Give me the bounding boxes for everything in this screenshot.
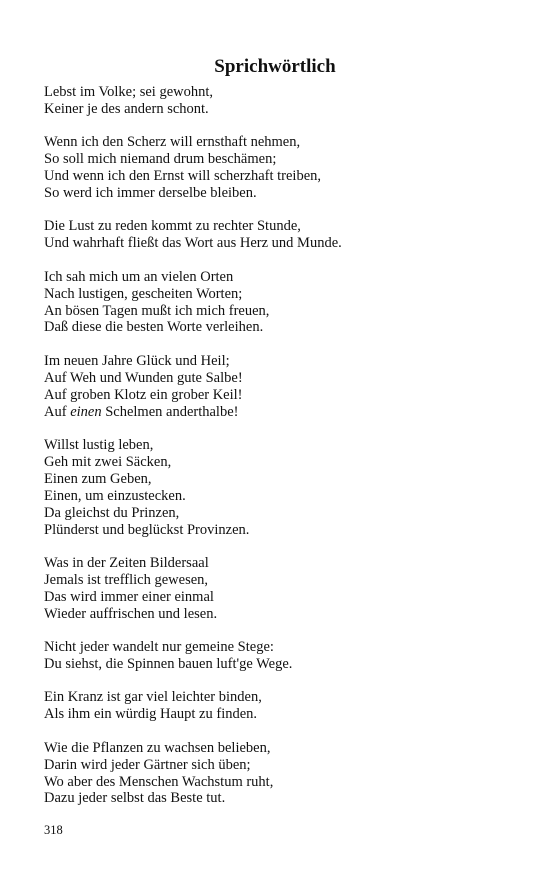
- stanza: [44, 639, 524, 673]
- page-number: 318: [44, 823, 63, 837]
- emphasized-word: einen: [70, 403, 102, 420]
- poem-line: Und wenn ich den Ernst will scherzhaft treiben,: [44, 168, 322, 185]
- poem-title: Sprichwörtlich: [214, 56, 336, 77]
- poem-line: Wo aber des Menschen Wachstum ruht,: [44, 773, 274, 790]
- poem-line: Wieder auffrischen und lesen.: [44, 605, 218, 622]
- poem-line: Ein Kranz ist gar viel leichter binden,: [44, 689, 262, 706]
- poem-line: Lebst im Volke; sei gewohnt,: [44, 84, 214, 100]
- poem-line: Einen zum Geben,: [44, 470, 152, 487]
- poem-line: Keiner je des andern schont.: [44, 100, 209, 117]
- stanza: [44, 437, 524, 538]
- poem-line: So werd ich immer derselbe bleiben.: [44, 185, 257, 202]
- poem-line: Nach lustigen, gescheiten Worten;: [44, 285, 243, 302]
- stanza: [44, 84, 524, 118]
- poem-line: Da gleichst du Prinzen,: [44, 504, 180, 521]
- poem-line: Auf Weh und Wunden gute Salbe!: [44, 369, 243, 386]
- poem-line: Nicht jeder wandelt nur gemeine Stege:: [44, 639, 274, 656]
- poem-line: Das wird immer einer einmal: [44, 588, 214, 605]
- stanza: [44, 689, 524, 723]
- poem-line: Plünderst und beglückst Provinzen.: [44, 521, 250, 538]
- stanza: [44, 555, 524, 623]
- poem-body: [44, 84, 524, 824]
- poem-line: Im neuen Jahre Glück und Heil;: [44, 352, 230, 369]
- stanza: [44, 218, 524, 252]
- poem-line: Darin wird jeder Gärtner sich üben;: [44, 756, 251, 773]
- poem-line: [44, 404, 524, 421]
- stanza: [44, 269, 524, 337]
- poem-line: Du siehst, die Spinnen bauen luft'ge Wege.: [44, 655, 293, 672]
- poem-line: Wie die Pflanzen zu wachsen belieben,: [44, 739, 271, 756]
- poem-line: Geh mit zwei Säcken,: [44, 453, 172, 470]
- poem-line: Was in der Zeiten Bildersaal: [44, 554, 209, 571]
- poem-line: Und wahrhaft fließt das Wort aus Herz und Munde.: [44, 235, 342, 252]
- stanza: [44, 740, 524, 808]
- poem-line: Daß diese die besten Worte verleihen.: [44, 319, 264, 336]
- poem-line: Dazu jeder selbst das Beste tut.: [44, 790, 226, 807]
- line-segment: Auf: [44, 403, 71, 420]
- poem-line: Einen, um einzustecken.: [44, 487, 186, 504]
- stanza: [44, 134, 524, 202]
- poem-line: Die Lust zu reden kommt zu rechter Stunde,: [44, 218, 301, 235]
- stanza: [44, 353, 524, 421]
- poem-line: So soll mich niemand drum beschämen;: [44, 151, 277, 168]
- poem-line: Auf groben Klotz ein grober Keil!: [44, 386, 243, 403]
- poem-line: Ich sah mich um an vielen Orten: [44, 268, 234, 285]
- line-segment: Schelmen anderthalbe!: [101, 403, 239, 420]
- poem-line: Jemals ist trefflich gewesen,: [44, 571, 209, 588]
- poem-line: An bösen Tagen mußt ich mich freuen,: [44, 302, 270, 319]
- poem-line: Wenn ich den Scherz will ernsthaft nehmen,: [44, 134, 301, 151]
- poem-line: Willst lustig leben,: [44, 437, 154, 453]
- poem-line: Als ihm ein würdig Haupt zu finden.: [44, 706, 258, 723]
